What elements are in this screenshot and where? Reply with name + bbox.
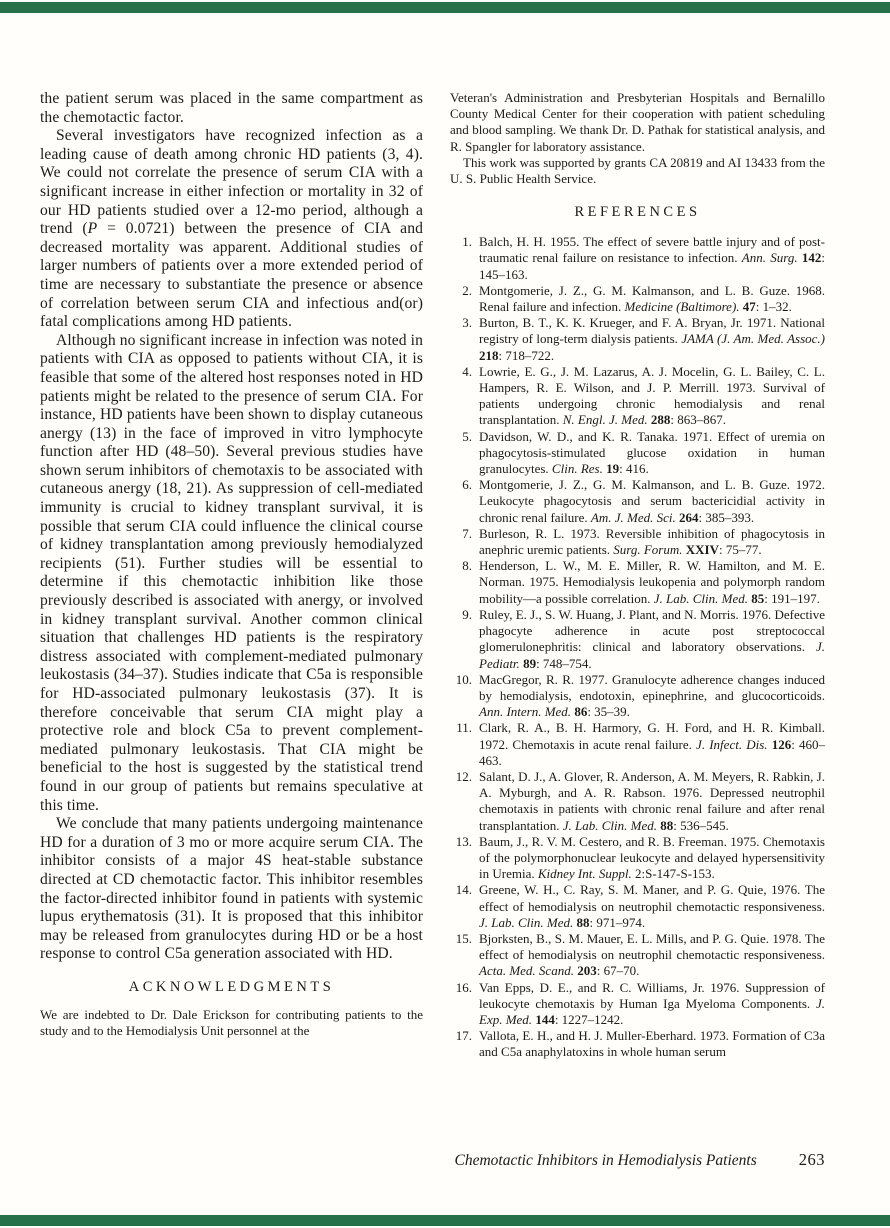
reference-text: Vallota, E. H., and H. J. Muller-Eberhard. 1973. Formation of C3a and C5a anaphylatoxins in whole human serum [479,1028,825,1060]
reference-text: Clark, R. A., B. H. Harmory, G. H. Ford, and H. R. Kimball. 1972. Chemotaxis in acute renal failure. J. Infect. Dis. 126: 460–463. [479,720,826,768]
acknowledgments-paragraphs [40,1007,423,1039]
reference-item [450,980,825,1029]
reference-item [450,834,825,883]
reference-text: Ruley, E. J., S. W. Huang, J. Plant, and N. Morris. 1976. Defective phagocyte adherence in acute post streptococcal glomerulonephritis: clinical and laboratory observations. J. Pediatr. 89: 748–754. [479,606,825,671]
page-footer [455,1150,825,1170]
reference-text: Lowrie, E. G., J. M. Lazarus, A. J. Mocelin, G. L. Bailey, C. L. Hampers, R. E. Wilson, and J. P. Merrill. 1973. Survival of patients undergoing chronic hemodialysis and renal transplantation. N. Engl. J. Med. 288: 863–867. [479,363,825,428]
reference-text: Balch, H. H. 1955. The effect of severe battle injury and of post-traumatic renal failure on resistance to infection. Ann. Surg. 142: 145–163. [479,234,825,282]
reference-number: 10. [455,671,472,687]
reference-text: Burton, B. T., K. K. Krueger, and F. A. Bryan, Jr. 1971. National registry of long-term dialysis patients. JAMA (J. Am. Med. Assoc.) 218: 718–722. [479,315,826,363]
paragraph: We conclude that many patients undergoing maintenance HD for a duration of 3 mo or more acquire serum CIA. The inhibitor consists of a major 4S heat-stable substance directed at CD chemotactic factor. This inhibitor resembles the factor-directed inhibitor found in patients with systemic lupus erythematosis (31). It is proposed that this inhibitor may be released from granulocytes during HD or be a host response to control C5a generation associated with HD. [40,815,423,963]
reference-text: Bjorksten, B., S. M. Mauer, E. L. Mills, and P. G. Quie. 1978. The effect of hemodialysis on neutrophil chemotactic responsiveness. Acta. Med. Scand. 203: 67–70. [479,930,825,979]
reference-item [450,429,825,478]
reference-number: 7. [462,525,472,541]
paragraph: Although no significant increase in infection was noted in patients with CIA as opposed to patients without CIA, it is feasible that some of the altered host responses noted in HD patients might be related to the presence of serum CIA. For instance, HD patients have been shown to display cutaneous anergy (13) in the face of improved in vitro lymphocyte function after HD (48–50). Several previous studies have shown serum inhibitors of chemotaxis to be associated with cutaneous anergy (18, 21). As suppression of cell-mediated immunity is crucial to kidney transplant survival, it is possible that serum CIA could influence the clinical course of kidney transplantation among previously hemodialyzed recipients (51). Further studies will be essential to determine if this chemotactic inhibition like those previously described is associated with anergy, or involved in kidney transplant survival. Another common clinical situation that challenges HD patients is the respiratory distress associated with complement-mediated pulmonary leukostasis (34–37). Studies indicate that C5a is responsible for HD-associated pulmonary leukostasis (37). It is therefore conceivable that serum CIA might play a protective role and block C5a to prevent complement-mediated pulmonary leukostasis. That CIA might be beneficial to the host is suggested by the statistical trend found in our group of patients but remains speculative at this time. [40,331,423,814]
reference-number: 4. [462,363,472,379]
acknowledgments-text: This work was supported by grants CA 20819 and AI 13433 from the U. S. Public Health Service. [450,154,825,187]
reference-number: 1. [462,234,472,250]
reference-text: Montgomerie, J. Z., G. M. Kalmanson, and L. B. Guze. 1972. Leukocyte phagocytosis and serum bactericidial activity in chronic renal failure. Am. J. Med. Sci. 264: 385–393. [479,477,825,525]
reference-text: Henderson, L. W., M. E. Miller, R. W. Hamilton, and M. E. Norman. 1975. Hemodialysis leukopenia and polymorph random mobility—a possible correlation. J. Lab. Clin. Med. 85: 191–197. [479,558,825,606]
reference-number: 16. [455,979,472,995]
reference-item [450,607,825,672]
reference-text: Davidson, W. D., and K. R. Tanaka. 1971. Effect of uremia on phagocytosis-stimulated glucose oxidation in human granulocytes. Clin. Res. 19: 416. [479,428,825,477]
reference-item [450,720,825,769]
paragraph: the patient serum was placed in the same compartment as the chemotactic factor. [40,90,423,126]
reference-text: Greene, W. H., C. Ray, S. M. Maner, and P. G. Quie, 1976. The effect of hemodialysis on neutrophil chemotactic responsiveness. J. Lab. Clin. Med. 88: 971–974. [479,882,825,930]
references-heading: REFERENCES [574,204,701,221]
paragraph: Several investigators have recognized infection as a leading cause of death among chronic HD patients (3, 4). We could not correlate the presence of serum CIA with a significant increase in either infection or mortality in 32 of our HD patients studied over a 12-mo period, although a trend (P = 0.0721) between the presence of CIA and decreased mortality was apparent. Additional studies of larger numbers of patients over a more extended period of time are necessary to substantiate the presence or absence of correlation between serum CIA and infectious and(or) fatal complications among HD patients. [40,127,423,331]
reference-item [450,364,825,429]
reference-number: 15. [455,930,472,946]
reference-number: 13. [455,833,472,849]
page-number: 263 [798,1150,825,1169]
reference-item [450,477,825,526]
reference-number: 17. [455,1028,472,1044]
reference-number: 12. [455,768,472,784]
reference-number: 14. [455,882,472,898]
acknowledgments-text: We are indebted to Dr. Dale Erickson for contributing patients to the study and to the Hemodialysis Unit personnel at the [40,1006,423,1039]
reference-item [450,315,825,364]
reference-item [450,283,825,315]
acknowledgments-text: Veteran's Administration and Presbyterian Hospitals and Bernalillo County Medical Center for their cooperation with patient scheduling and blood sampling. We thank Dr. D. Pathak for statistical analysis, and R. Spangler for laboratory assistance. [450,90,825,154]
reference-text: Baum, J., R. V. M. Cestero, and R. B. Freeman. 1975. Chemotaxis of the polymorphonuclear leukocyte and delayed hypersensitivity in Uremia. Kidney Int. Suppl. 2:S-147-S-153. [479,833,825,882]
top-scan-edge-bar [0,2,890,13]
running-title: Chemotactic Inhibitors in Hemodialysis Patients [454,1152,757,1169]
reference-number: 3. [462,315,472,331]
reference-text: Montgomerie, J. Z., G. M. Kalmanson, and L. B. Guze. 1968. Renal failure and infection. Medicine (Baltimore). 47: 1–32. [479,282,825,315]
right-column [450,90,825,1061]
reference-number: 9. [462,606,472,622]
acknowledgments-heading: ACKNOWLEDGMENTS [128,978,335,995]
reference-item [450,882,825,931]
reference-text: MacGregor, R. R. 1977. Granulocyte adherence changes induced by hemodialysis, endotoxin, epinephrine, and glucocorticoids. Ann. Intern. Med. 86: 35–39. [479,671,825,720]
reference-item [450,769,825,834]
acknowledgments-continuation [450,90,825,187]
reference-item [450,1028,825,1060]
left-column [40,90,423,1039]
reference-number: 2. [462,282,472,298]
reference-number: 5. [462,428,472,444]
reference-text: Burleson, R. L. 1973. Reversible inhibition of phagocytosis in anephric uremic patients. Surg. Forum. XXIV: 75–77. [479,525,825,558]
reference-item [450,931,825,980]
references-list [450,234,825,1060]
reference-item [450,234,825,283]
reference-number: 11. [456,720,472,736]
reference-item [450,526,825,558]
reference-item [450,672,825,721]
reference-number: 6. [462,477,472,493]
reference-number: 8. [462,558,472,574]
bottom-scan-edge-bar [0,1215,890,1226]
reference-text: Van Epps, D. E., and R. C. Williams, Jr. 1976. Suppression of leukocyte chemotaxis by Human Iga Myeloma Components. J. Exp. Med. 144: 1227–1242. [479,979,825,1027]
left-paragraphs [40,90,423,964]
reference-item [450,558,825,607]
reference-text: Salant, D. J., A. Glover, R. Anderson, A. M. Meyers, R. Rabkin, J. A. Myburgh, and A. R. Rabson. 1976. Depressed neutrophil chemotaxis in patients with chronic renal failure and after renal transplantation. J. Lab. Clin. Med. 88: 536–545. [479,768,825,833]
